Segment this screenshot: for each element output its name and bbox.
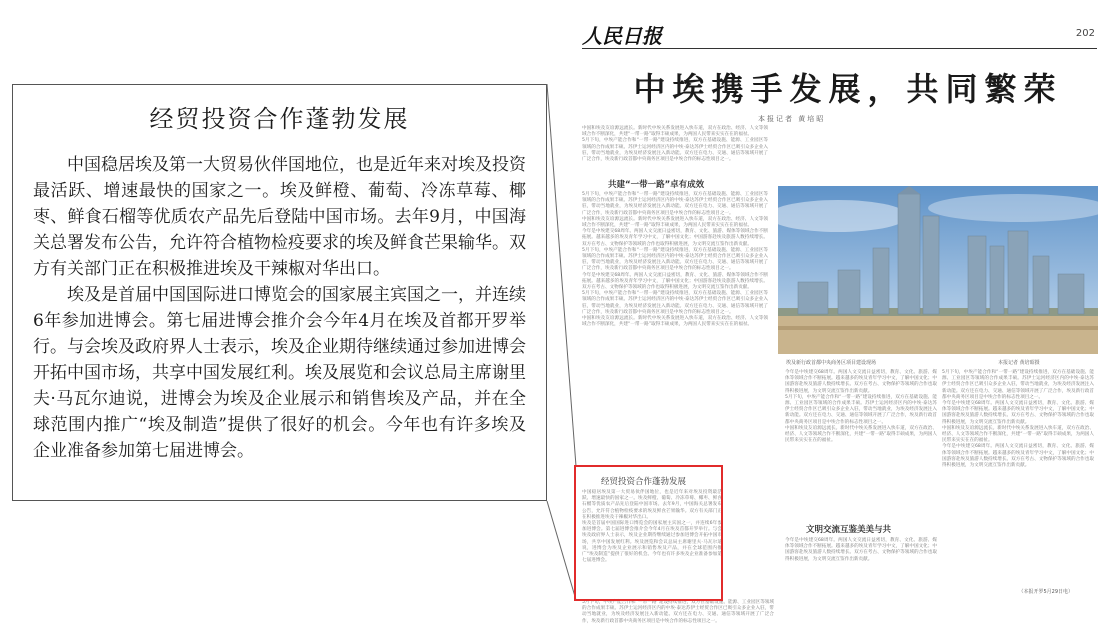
byline: 本报记者 黄培昭 xyxy=(758,115,826,123)
inset-article-title: 经贸投资合作蓬勃发展 xyxy=(601,477,687,487)
photo-caption: 埃及新行政首都中央商务区项目建设现场 xyxy=(786,360,877,366)
middle-body-column: 今年是中埃建交68周年。两国人文交流日益密切，教育、文化、旅游、媒体等领域合作不断拓展。越来越多的埃及青年学习中文，了解中国文化；中国游客赴埃及旅游人数持续增长。双方在考古、文物保护等领域的合作也取得积极进展，为文明交流互鉴作出新贡献。 5月下旬，中埃产能合作和“一带一路”建设持续推进，双方在基础设施、能源、工业园区等领域的合作成果丰硕。苏伊士运河经济区内的中埃·泰达苏伊士经贸合作区已吸引众多企业入驻，带动当地就业，为埃及经济发展注入新动能。双方还在电力、交通、通信等领域开展了广泛合作，埃及新行政首都中央商务区项目是中埃合作的标志性项目之一。 中国和埃及友谊源远流长。新时代中埃关系发展进入快车道，双方在政治、经济、人文等领域合作不断深化，共建“一带一路”取得丰硕成果，为两国人民带来实实在在的福祉。 xyxy=(785,370,937,444)
zoomed-paragraph-1: 中国稳居埃及第一大贸易伙伴国地位，也是近年来对埃及投资最活跃、增速最快的国家之一。埃及鲜橙、葡萄、冷冻草莓、椰枣、鲜食石榴等优质农产品先后登陆中国市场。去年9月，中国海关总署发布公告，允许符合植物检疫要求的埃及鲜食芒果输华。双方有关部门正在积极推进埃及干辣椒对华出口。 xyxy=(33,155,526,279)
city-skyline-photo xyxy=(778,186,1098,354)
newspaper-masthead: 人民日报 xyxy=(582,24,662,48)
masthead-rule xyxy=(582,48,1097,49)
zoomed-paragraph-2: 埃及是首届中国国际进口博览会的国家展主宾国之一，并连续6年参加进博会。第七届进博会推介会今年4月在埃及首都开罗举行。与会埃及政府界人士表示，埃及企业期待继续通过参加进博会开拓中国市场，共享中国发展红利。埃及展览和会议总局主席谢里夫·马瓦尔迪说，进博会为埃及企业展示和销售埃及产品，并在全球范围内推广“埃及制造”提供了很好的机会。今年也有许多埃及企业准备参加第七届进博会。 xyxy=(33,285,526,461)
right-body-column: 5月下旬，中埃产能合作和“一带一路”建设持续推进，双方在基础设施、能源、工业园区等领域的合作成果丰硕。苏伊士运河经济区内的中埃·泰达苏伊士经贸合作区已吸引众多企业入驻，带动当地就业，为埃及经济发展注入新动能。双方还在电力、交通、通信等领域开展了广泛合作，埃及新行政首都中央商务区项目是中埃合作的标志性项目之一。 今年是中埃建交68周年。两国人文交流日益密切，教育、文化、旅游、媒体等领域合作不断拓展。越来越多的埃及青年学习中文，了解中国文化；中国游客赴埃及旅游人数持续增长。双方在考古、文物保护等领域的合作也取得积极进展，为文明交流互鉴作出新贡献。 中国和埃及友谊源远流长。新时代中埃关系发展进入快车道，双方在政治、经济、人文等领域合作不断深化，共建“一带一路”取得丰硕成果，为两国人民带来实实在在的福祉。 今年是中埃建交68周年。两国人文交流日益密切，教育、文化、旅游、媒体等领域合作不断拓展。越来越多的埃及青年学习中文，了解中国文化；中国游客赴埃及旅游人数持续增长。双方在考古、文物保护等领域的合作也取得积极进展，为文明交流互鉴作出新贡献。 xyxy=(942,370,1094,469)
page-headline: 中埃携手发展，共同繁荣 xyxy=(633,70,1063,108)
highlight-box xyxy=(574,465,723,601)
photo-illustration xyxy=(778,186,1098,354)
page-number: 202 xyxy=(1075,28,1095,39)
left-body-column: 5月下旬，中埃产能合作和“一带一路”建设持续推进，双方在基础设施、能源、工业园区等领域的合作成果丰硕。苏伊士运河经济区内的中埃·泰达苏伊士经贸合作区已吸引众多企业入驻，带动当地就业，为埃及经济发展注入新动能。双方还在电力、交通、通信等领域开展了广泛合作，埃及新行政首都中央商务区项目是中埃合作的标志性项目之一。 中国和埃及友谊源远流长。新时代中埃关系发展进入快车道，双方在政治、经济、人文等领域合作不断深化，共建“一带一路”取得丰硕成果，为两国人民带来实实在在的福祉。 今年是中埃建交68周年。两国人文交流日益密切，教育、文化、旅游、媒体等领域合作不断拓展。越来越多的埃及青年学习中文，了解中国文化；中国游客赴埃及旅游人数持续增长。双方在考古、文物保护等领域的合作也取得积极进展，为文明交流互鉴作出新贡献。 5月下旬，中埃产能合作和“一带一路”建设持续推进，双方在基础设施、能源、工业园区等领域的合作成果丰硕。苏伊士运河经济区内的中埃·泰达苏伊士经贸合作区已吸引众多企业入驻，带动当地就业，为埃及经济发展注入新动能。双方还在电力、交通、通信等领域开展了广泛合作，埃及新行政首都中央商务区项目是中埃合作的标志性项目之一。 今年是中埃建交68周年。两国人文交流日益密切，教育、文化、旅游、媒体等领域合作不断拓展。越来越多的埃及青年学习中文，了解中国文化；中国游客赴埃及旅游人数持续增长。双方在考古、文物保护等领域的合作也取得积极进展，为文明交流互鉴作出新贡献。 5月下旬，中埃产能合作和“一带一路”建设持续推进，双方在基础设施、能源、工业园区等领域的合作成果丰硕。苏伊士运河经济区内的中埃·泰达苏伊士经贸合作区已吸引众多企业入驻，带动当地就业，为埃及经济发展注入新动能。双方还在电力、交通、通信等领域开展了广泛合作，埃及新行政首都中央商务区项目是中埃合作的标志性项目之一。 中国和埃及友谊源远流长。新时代中埃关系发展进入快车道，双方在政治、经济、人文等领域合作不断深化，共建“一带一路”取得丰硕成果，为两国人民带来实实在在的福祉。 xyxy=(582,192,768,328)
zoomed-article-title: 经贸投资合作蓬勃发展 xyxy=(149,105,410,133)
middle-lower-column: 今年是中埃建交68周年。两国人文交流日益密切，教育、文化、旅游、媒体等领域合作不断拓展。越来越多的埃及青年学习中文，了解中国文化；中国游客赴埃及旅游人数持续增长。双方在考古、文物保护等领域的合作也取得积极进展，为文明交流互鉴作出新贡献。 xyxy=(785,538,937,562)
subhead-cultural-exchange: 文明交流互鉴美美与共 xyxy=(806,525,892,535)
subhead-belt-and-road: 共建“一带一路”卓有成效 xyxy=(608,180,705,190)
zoomed-article-box xyxy=(12,84,547,501)
dateline-footnote: （本报开罗5月29日电） xyxy=(1018,589,1073,595)
intro-column: 中国和埃及友谊源远流长。新时代中埃关系发展进入快车道，双方在政治、经济、人文等领域合作不断深化，共建“一带一路”取得丰硕成果，为两国人民带来实实在在的福祉。 5月下旬，中埃产能合作和“一带一路”建设持续推进，双方在基础设施、能源、工业园区等领域的合作成果丰硕。苏伊士运河经济区内的中埃·泰达苏伊士经贸合作区已吸引众多企业入驻，带动当地就业，为埃及经济发展注入新动能。双方还在电力、交通、通信等领域开展了广泛合作，埃及新行政首都中央商务区项目是中埃合作的标志性项目之一。 xyxy=(582,126,768,163)
bottom-left-column: 5月下旬，中埃产能合作和“一带一路”建设持续推进，双方在基础设施、能源、工业园区等领域的合作成果丰硕。苏伊士运河经济区内的中埃·泰达苏伊士经贸合作区已吸引众多企业入驻，带动当地就业，为埃及经济发展注入新动能。双方还在电力、交通、通信等领域开展了广泛合作，埃及新行政首都中央商务区项目是中埃合作的标志性项目之一。 xyxy=(582,600,774,624)
inset-article-body: 中国稳居埃及第一大贸易伙伴国地位，也是近年来对埃及投资最活跃、增速最快的国家之一。埃及鲜橙、葡萄、冷冻草莓、椰枣、鲜食石榴等优质农产品先后登陆中国市场。去年9月，中国海关总署发布公告，允许符合植物检疫要求的埃及鲜食芒果输华。双方有关部门正在积极推进埃及干辣椒对华出口。 埃及是首届中国国际进口博览会的国家展主宾国之一，并连续6年参加进博会。第七届进博会推介会今年4月在埃及首都开罗举行。与会埃及政府界人士表示，埃及企业期待继续通过参加进博会开拓中国市场，共享中国发展红利。埃及展览和会议总局主席谢里夫·马瓦尔迪说，进博会为埃及企业展示和销售埃及产品，并在全球范围内推广“埃及制造”提供了很好的机会。今年也有许多埃及企业准备参加第七届进博会。 xyxy=(582,490,722,564)
photo-credit: 本报记者 黄培昭摄 xyxy=(998,360,1040,366)
